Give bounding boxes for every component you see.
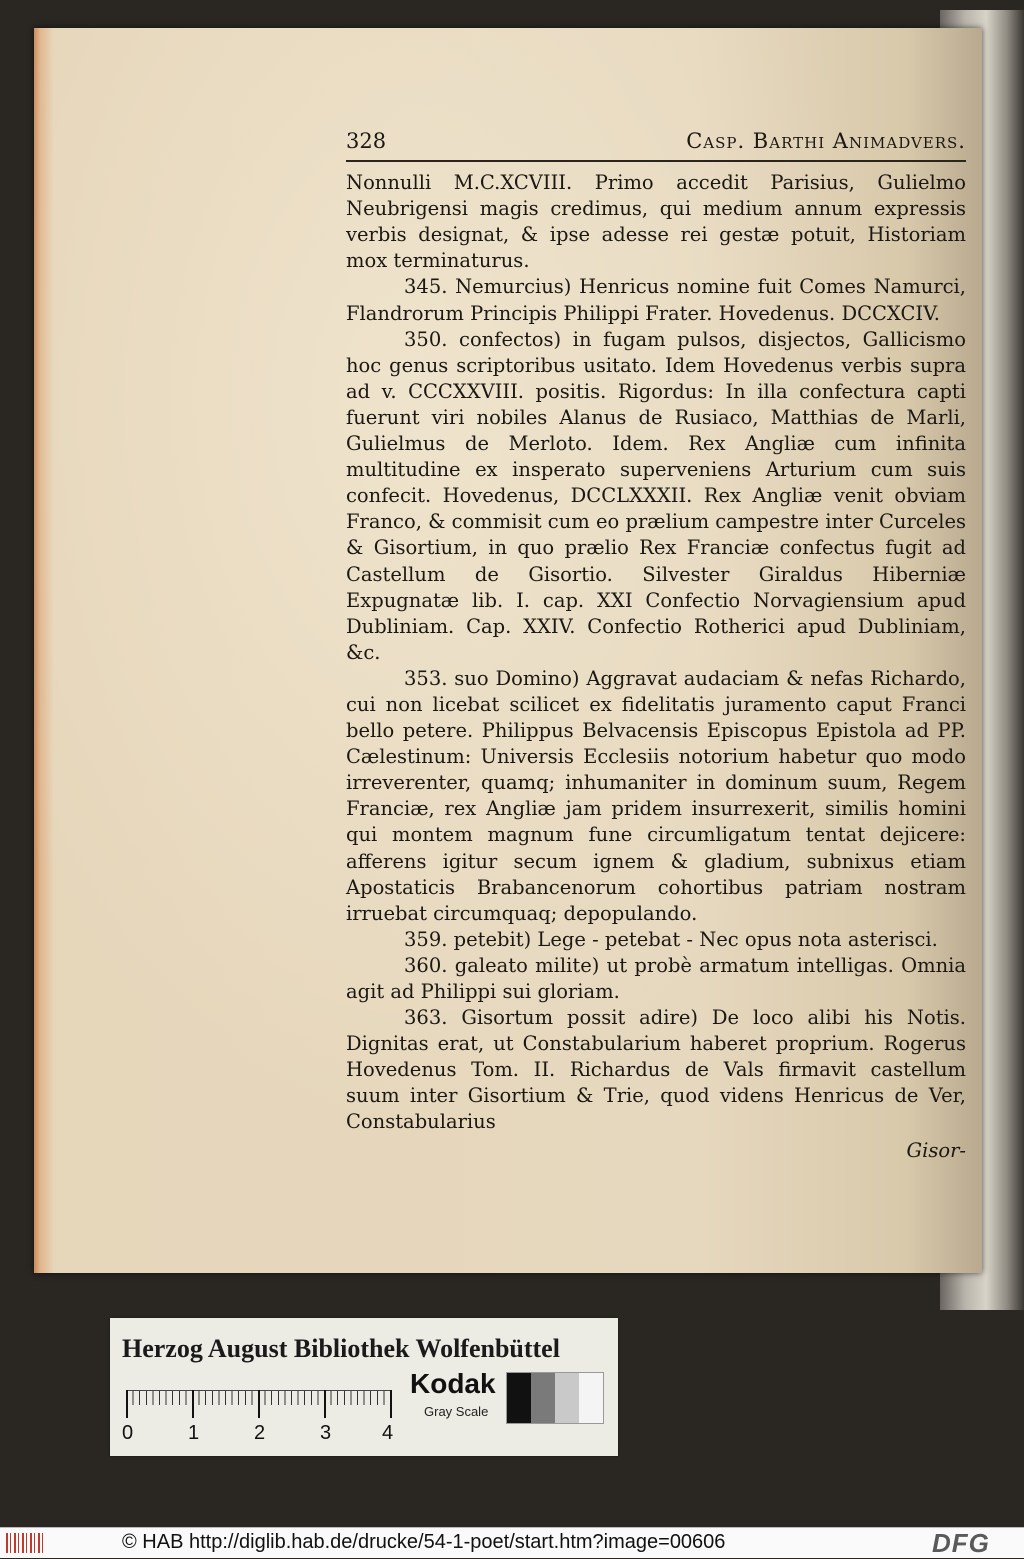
barcode-icon: [6, 1533, 46, 1553]
dfg-logo: DFG: [932, 1528, 990, 1558]
kodak-logo: Kodak: [410, 1368, 496, 1399]
paragraph: Nonnulli M.C.XCVIII. Primo accedit Parisius, Gulielmo Neubrigensi magis credimus, qui medium annum expressis verbis designat, & ipse adesse rei gestæ potuit, Historiam mox terminaturus.: [346, 171, 966, 273]
scale-ruler-major-ticks: [126, 1390, 392, 1418]
kodak-subtitle: Gray Scale: [424, 1404, 489, 1419]
ruler-number: 1: [188, 1422, 200, 1444]
paragraph: 360. galeato milite) ut probè armatum intelligas. Omnia agit ad Philippi sui gloriam.: [346, 953, 966, 1003]
running-head: [346, 128, 966, 162]
gray-swatch: [531, 1373, 555, 1423]
library-name: Herzog August Bibliothek Wolfenbüttel: [122, 1334, 560, 1363]
ruler-number: 4: [382, 1422, 394, 1444]
book-page: [34, 28, 982, 1273]
gray-swatch: [555, 1373, 579, 1423]
gray-scale-swatches: [506, 1372, 604, 1424]
footer-bar: [0, 1527, 1024, 1558]
catchword: Gisor-: [906, 1138, 966, 1162]
ruler-number: 2: [254, 1422, 266, 1444]
paragraph: 345. Nemurcius) Henricus nomine fuit Comes Namurci, Flandrorum Principis Philippi Frater. Hovedenus. DCCXCIV.: [346, 275, 966, 325]
page-number: 328: [346, 129, 387, 153]
library-label: [110, 1318, 618, 1456]
gray-swatch: [579, 1373, 603, 1423]
paragraph: 363. Gisortum possit adire) De loco alibi his Notis. Dignitas erat, ut Constabularium haberet proprium. Rogerus Hovedenus Tom. II. Richardus de Vals firmavit castellum suum inter Gisortium & Trie, quod videns Henricus de Ver, Constabularius: [346, 1006, 966, 1134]
text-block: [346, 128, 966, 1164]
gray-swatch: [507, 1373, 531, 1423]
copyright-link[interactable]: © HAB http://diglib.hab.de/drucke/54-1-poet/start.htm?image=00606: [122, 1531, 726, 1553]
paragraph: 350. confectos) in fugam pulsos, disjectos, Gallicismo hoc genus scriptoribus usitato. Idem Hovedenus verbis supra ad v. CCCXXVIII. positis. Rigordus: In illa confectura capti fuerunt viri nobiles Alanus de Rusiaco, Matthias de Marli, Gulielmus de Merloto. Idem. Rex Angliæ cum infinita multitudine ex insperato superveniens Arturium cum suis confecit. Hovedenus, DCCLXXXII. Rex Angliæ venit obviam Franco, & commisit cum eo prælium campestre inter Curceles & Gisortium, in quo prælio Rex Franciæ confectus fugit ad Castellum de Gisortio. Silvester Giraldus Hiberniæ Expugnatæ lib. I. cap. XXI Confectio Norvagiensium apud Dubliniam. Cap. XXIV. Confectio Rotherici apud Dubliniam, &c.: [346, 327, 967, 664]
paragraph: 359. petebit) Lege - petebat - Nec opus nota asterisci.: [404, 927, 938, 951]
running-title: Casp. Barthi Animadvers.: [686, 129, 966, 153]
ruler-number: 0: [122, 1422, 134, 1444]
ruler-number: 3: [320, 1422, 332, 1444]
body-text: [346, 170, 966, 1135]
paragraph: 353. suo Domino) Aggravat audaciam & nefas Richardo, cui non licebat scilicet ex fidelitatis juramento caput Franci bello petere. Philippus Belvacensis Episcopus Epistola ad PP. Cælestinum: Universis Ecclesiis notorium habetur quo modo irreverenter, quamq; inhumaniter in dominum suum, Regem Franciæ, rex Angliæ jam pridem insurrexerit, similis homini qui montem magnum fune circumligatum tentat dejicere: afferens igitur secum ignem & gladium, subnixus etiam Apostaticis Brabancenorum cohortibus patriam nostram irruebat circumquaq; depopulando.: [346, 666, 966, 925]
